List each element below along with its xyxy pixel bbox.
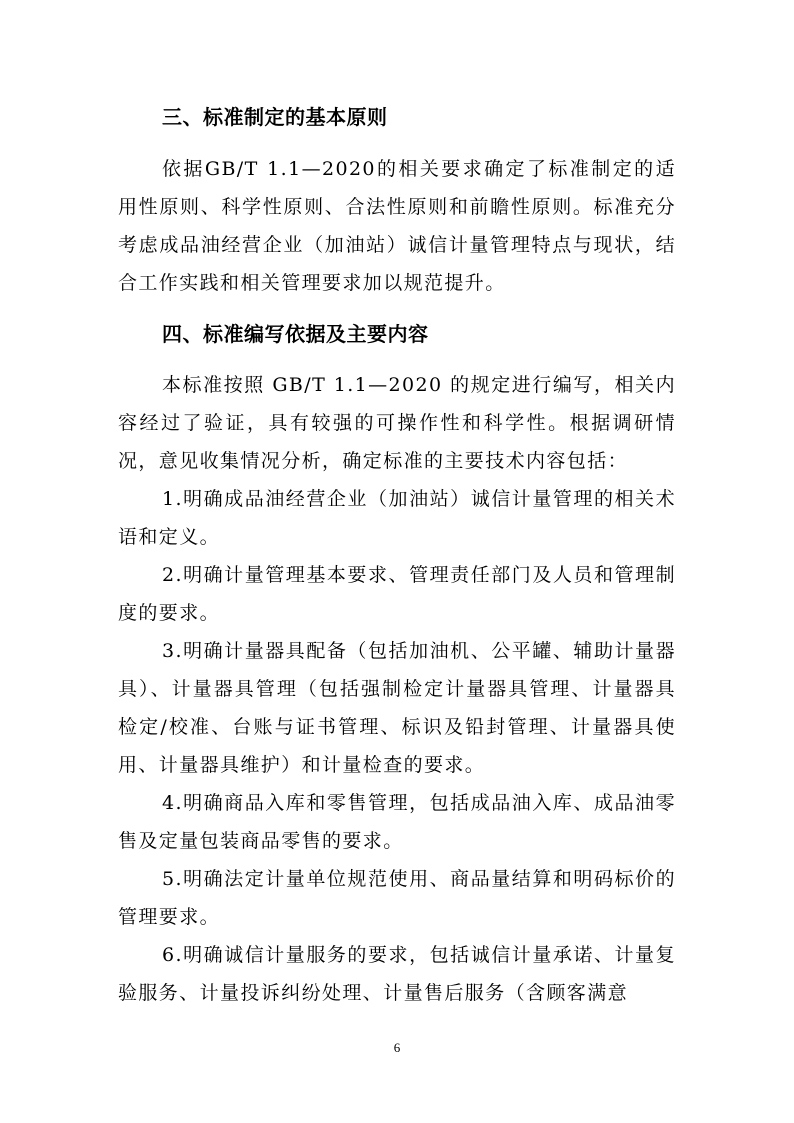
list-item-1: 1.明确成品油经营企业（加油站）诚信计量管理的相关术语和定义。: [118, 488, 676, 548]
page-number: 6: [393, 1040, 401, 1055]
list-item-6: 6.明确诚信计量服务的要求，包括诚信计量承诺、计量复验服务、计量投诉纠纷处理、计量售后服务（含顾客满意: [118, 944, 676, 1004]
paragraph-principles: 依据GB/T 1.1—2020的相关要求确定了标准制定的适用性原则、科学性原则、合法性原则和前瞻性原则。标准充分考虑成品油经营企业（加油站）诚信计量管理特点与现状，结合工作实践和相关管理要求加以规范提升。: [118, 158, 676, 294]
list-item-3: 3.明确计量器具配备（包括加油机、公平罐、辅助计量器具）、计量器具管理（包括强制检定计量器具管理、计量器具检定/校准、台账与证书管理、标识及铅封管理、计量器具使用、计量器具维护）和计量检查的要求。: [118, 640, 676, 776]
list-item-5: 5.明确法定计量单位规范使用、商品量结算和明码标价的管理要求。: [118, 868, 676, 928]
list-item-2: 2.明确计量管理基本要求、管理责任部门及人员和管理制度的要求。: [118, 564, 676, 624]
paragraph-content-intro: 本标准按照 GB/T 1.1—2020 的规定进行编写，相关内容经过了验证，具有较强的可操作性和科学性。根据调研情况，意见收集情况分析，确定标准的主要技术内容包括：: [118, 374, 676, 472]
list-item-4: 4.明确商品入库和零售管理，包括成品油入库、成品油零售及定量包装商品零售的要求。: [118, 792, 676, 852]
page-content: [118, 100, 676, 1012]
section-heading-content: 四、标准编写依据及主要内容: [162, 322, 429, 346]
section-heading-principles: 三、标准制定的基本原则: [162, 105, 388, 129]
